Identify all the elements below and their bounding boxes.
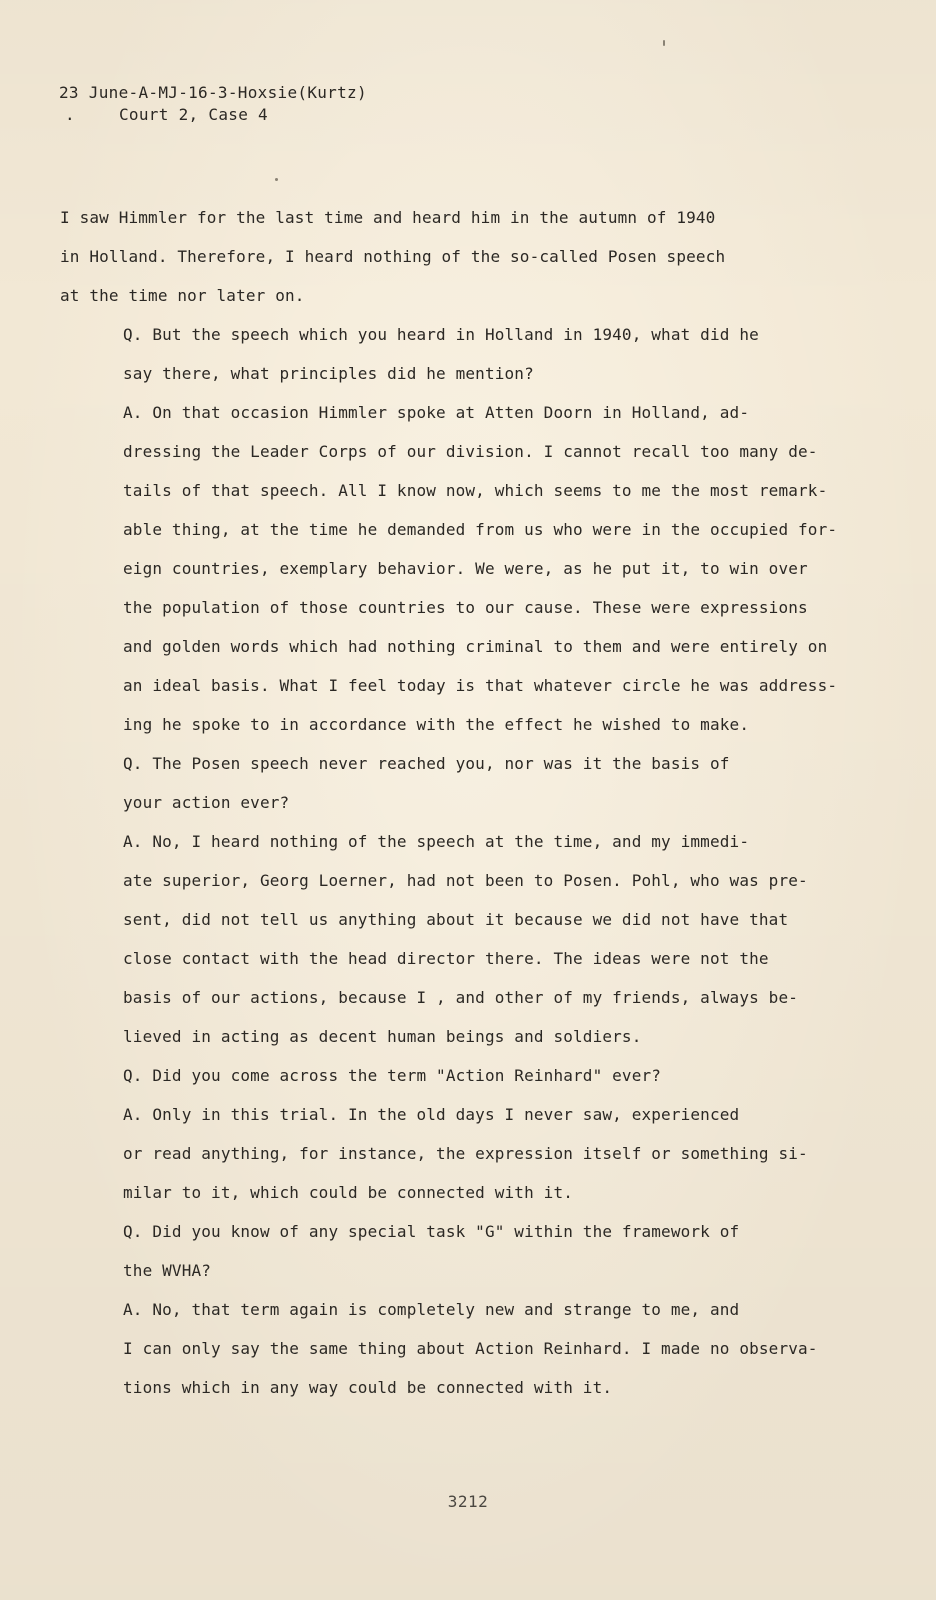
text-line: the WVHA?	[123, 1261, 212, 1280]
paragraph	[60, 822, 808, 1056]
paper-speck	[663, 40, 665, 46]
paragraph	[60, 393, 838, 744]
text-line: an ideal basis. What I feel today is that whatever circle he was address-	[123, 676, 838, 695]
paragraph	[60, 315, 805, 393]
text-line: dressing the Leader Corps of our division. I cannot recall too many de-	[123, 442, 818, 461]
header-line-2: Court 2, Case 4	[119, 105, 268, 124]
paragraph	[60, 1290, 818, 1407]
text-line: at the time nor later on.	[60, 286, 305, 305]
text-line: say there, what principles did he mention?	[123, 364, 534, 383]
text-line: milar to it, which could be connected with it.	[123, 1183, 574, 1202]
text-line: ate superior, Georg Loerner, had not been to Posen. Pohl, who was pre-	[123, 871, 808, 890]
text-line: tions which in any way could be connected with it.	[123, 1378, 613, 1397]
page-number: 3212	[447, 1492, 489, 1511]
paragraph	[60, 1056, 805, 1095]
text-line: Q. But the speech which you heard in Holland in 1940, what did he	[123, 325, 759, 344]
text-line: and golden words which had nothing criminal to them and were entirely on	[123, 637, 828, 656]
text-line: or read anything, for instance, the expression itself or something si-	[123, 1144, 808, 1163]
header-dot: .	[65, 105, 75, 124]
text-line: ing he spoke to in accordance with the effect he wished to make.	[123, 715, 750, 734]
text-line: Q. Did you come across the term "Action Reinhard" ever?	[123, 1066, 662, 1085]
text-line: in Holland. Therefore, I heard nothing of the so-called Posen speech	[60, 247, 726, 266]
text-line: lieved in acting as decent human beings and soldiers.	[123, 1027, 642, 1046]
paragraph	[60, 744, 805, 822]
paragraph	[60, 1212, 805, 1290]
text-line: Q. The Posen speech never reached you, nor was it the basis of	[123, 754, 730, 773]
paragraph	[60, 198, 805, 315]
text-line: your action ever?	[123, 793, 290, 812]
text-line: basis of our actions, because I , and other of my friends, always be-	[123, 988, 799, 1007]
testimony-body	[60, 198, 838, 1407]
text-line: A. No, that term again is completely new and strange to me, and	[123, 1300, 740, 1319]
text-line: tails of that speech. All I know now, which seems to me the most remark-	[123, 481, 828, 500]
text-line: I can only say the same thing about Action Reinhard. I made no observa-	[123, 1339, 818, 1358]
header-line-1: 23 June-A-MJ-16-3-Hoxsie(Kurtz)	[59, 83, 367, 102]
text-line: A. Only in this trial. In the old days I never saw, experienced	[123, 1105, 740, 1124]
text-line: the population of those countries to our cause. These were expressions	[123, 598, 808, 617]
text-line: eign countries, exemplary behavior. We were, as he put it, to win over	[123, 559, 808, 578]
paper-speck	[275, 178, 278, 181]
text-line: close contact with the head director there. The ideas were not the	[123, 949, 769, 968]
text-line: A. No, I heard nothing of the speech at the time, and my immedi-	[123, 832, 750, 851]
text-line: able thing, at the time he demanded from us who were in the occupied for-	[123, 520, 838, 539]
document-header	[59, 82, 367, 126]
text-line: I saw Himmler for the last time and heard him in the autumn of 1940	[60, 208, 716, 227]
paragraph	[60, 1095, 808, 1212]
text-line: A. On that occasion Himmler spoke at Atten Doorn in Holland, ad-	[123, 403, 750, 422]
text-line: Q. Did you know of any special task "G" within the framework of	[123, 1222, 740, 1241]
text-line: sent, did not tell us anything about it because we did not have that	[123, 910, 789, 929]
